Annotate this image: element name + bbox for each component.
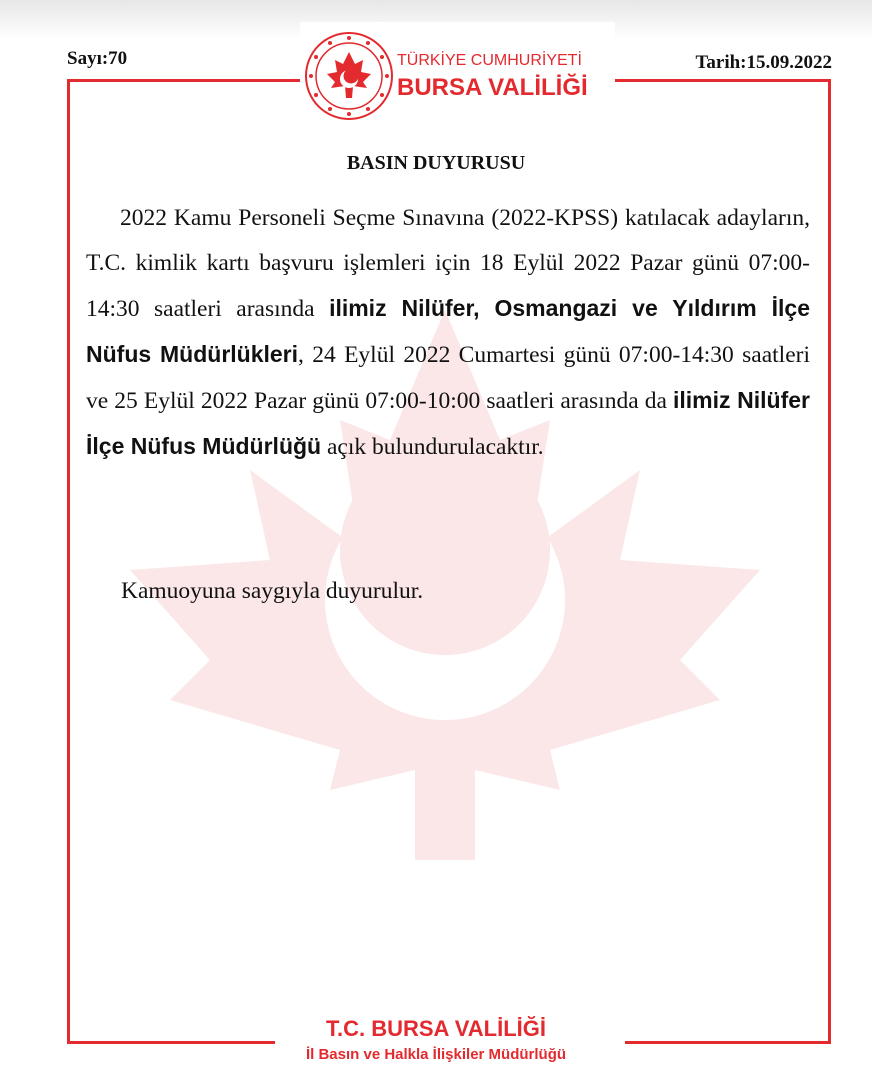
document-date: Tarih:15.09.2022 <box>695 52 832 73</box>
bursa-governorship-emblem-icon <box>303 30 395 122</box>
paragraph-text-2: , 24 Eylül 2022 Cumartesi günü 07:00-14:30 saatleri ve 25 Eylül 2022 Pazar günü 07:00-10:00 saatleri arasında da <box>86 342 810 414</box>
paragraph-text-1: 2022 Kamu Personeli Seçme Sınavına (2022-KPSS) katılacak adayların, T.C. kimlik kartı başvuru işlemleri için 18 Eylül 2022 Pazar günü 07:00-14:30 saatleri arasında <box>86 205 810 322</box>
closing-line: Kamuoyuna saygıyla duyurulur. <box>121 578 424 604</box>
footer-title: T.C. BURSA VALİLİĞİ <box>326 1016 546 1041</box>
footer-subtitle: İl Basın ve Halkla İlişkiler Müdürlüğü <box>305 1046 567 1063</box>
brand-title: BURSA VALİLİĞİ <box>397 74 588 101</box>
brand-subtitle: TÜRKİYE CUMHURİYETİ <box>397 52 582 69</box>
paragraph-text-3: açık bulundurulacaktır. <box>321 434 544 460</box>
paragraph-bold-1: ilimiz Nilüfer, Osmangazi ve Yıldırım İlçe Nüfus Müdürlükleri <box>86 295 811 367</box>
document-number: Sayı:70 <box>67 48 128 69</box>
paragraph-bold-2: ilimiz Nilüfer İlçe Nüfus Müdürlüğü <box>86 387 810 459</box>
announcement-paragraph <box>86 196 810 470</box>
page-title: BASIN DUYURUSU <box>346 152 526 174</box>
